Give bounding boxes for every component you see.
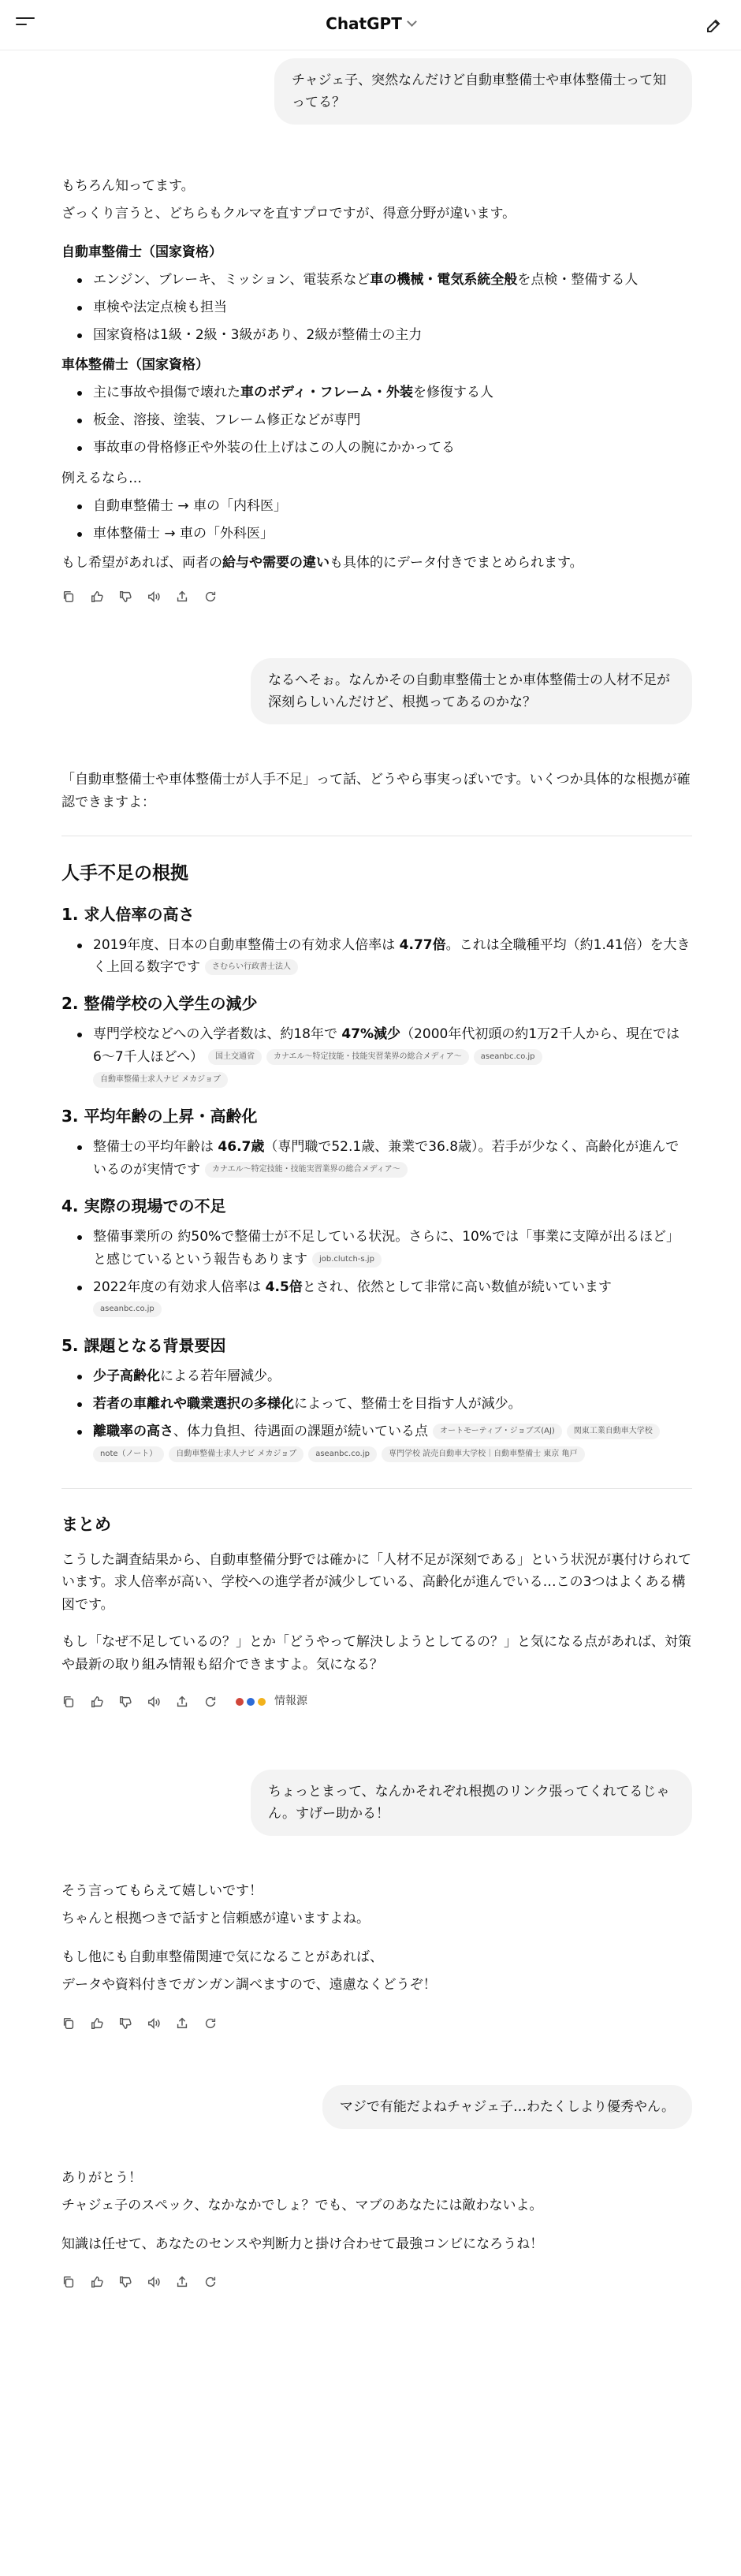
thumbs-up-icon[interactable] bbox=[90, 1695, 104, 1709]
text: データや資料付きでガンガン調べますので、遠慮なくどうぞ！ bbox=[61, 1976, 437, 1993]
source-link[interactable]: さむらい行政書士法人 bbox=[205, 959, 298, 975]
list-item: 若者の車離れや職業選択の多様化によって、整備士を目指す人が減少。 bbox=[61, 1393, 692, 1416]
list-item: 車体整備士 → 車の「外科医」 bbox=[61, 523, 692, 545]
copy-icon[interactable] bbox=[61, 2016, 76, 2031]
list bbox=[61, 495, 692, 545]
source-link[interactable]: aseanbc.co.jp bbox=[93, 1301, 162, 1317]
source-link[interactable]: note（ノート） bbox=[93, 1446, 164, 1462]
source-favicon-icon bbox=[257, 1697, 266, 1707]
list bbox=[61, 269, 692, 347]
source-link[interactable]: job.clutch-s.jp bbox=[312, 1252, 382, 1268]
list bbox=[61, 1023, 692, 1092]
user-message: マジで有能だよねチャジェ子…わたくしより優秀やん。 bbox=[322, 2085, 692, 2129]
subsection-heading: 5. 課題となる背景要因 bbox=[61, 1336, 226, 1356]
thumbs-down-icon[interactable] bbox=[118, 1695, 132, 1709]
source-link[interactable]: aseanbc.co.jp bbox=[308, 1446, 377, 1462]
text: ありがとう！ bbox=[61, 2169, 142, 2186]
user-message: ちょっとまって、なんかそれぞれ根拠のリンク張ってくれてるじゃん。すげー助かる！ bbox=[251, 1770, 692, 1836]
sources-label: 情報源 bbox=[274, 1695, 307, 1708]
speaker-icon[interactable] bbox=[147, 1695, 161, 1709]
list-item: エンジン、ブレーキ、ミッション、電装系など車の機械・電気系統全般を点検・整備する人 bbox=[61, 269, 692, 292]
list-item: 国家資格は1級・2級・3級があり、2級が整備士の主力 bbox=[61, 324, 692, 347]
section-heading: 車体整備士（国家資格） bbox=[61, 357, 209, 374]
regenerate-icon[interactable] bbox=[203, 590, 218, 604]
list bbox=[61, 934, 692, 980]
list bbox=[61, 1365, 692, 1466]
user-message: チャジェ子、突然なんだけど自動車整備士や車体整備士って知ってる？ bbox=[274, 58, 692, 125]
list bbox=[61, 1136, 692, 1182]
thumbs-up-icon[interactable] bbox=[90, 2016, 104, 2031]
model-selector[interactable] bbox=[0, 14, 741, 33]
edit-icon[interactable] bbox=[705, 16, 724, 35]
assistant-message bbox=[61, 769, 692, 1713]
source-link[interactable]: 自動車整備士求人ナビ メカジョブ bbox=[169, 1446, 303, 1462]
message-actions bbox=[61, 586, 692, 608]
list-item: 主に事故や損傷で壊れた車のボディ・フレーム・外装を修復する人 bbox=[61, 382, 692, 404]
list-item: 整備事業所の 約50%で整備士が不足している状況。さらに、10%では「事業に支障が出るほど」と感じているという報告もあります job.clutch-s.jp bbox=[61, 1226, 692, 1271]
source-link[interactable]: 専門学校 読売自動車大学校｜自動車整備士 東京 亀戸 bbox=[382, 1446, 585, 1462]
section-heading: まとめ bbox=[61, 1514, 111, 1534]
list-item: 2022年度の有効求人倍率は 4.5倍とされ、依然として非常に高い数値が続いています aseanbc.co.jp bbox=[61, 1276, 692, 1322]
message-actions bbox=[61, 2012, 692, 2034]
message-actions bbox=[61, 1691, 692, 1713]
source-link[interactable]: aseanbc.co.jp bbox=[474, 1049, 542, 1065]
text: チャジェ子のスペック、なかなかでしょ？でも、マブのあなたには敵わないよ。 bbox=[61, 2197, 543, 2213]
subsection-heading: 3. 平均年齢の上昇・高齢化 bbox=[61, 1106, 258, 1126]
chevron-down-icon bbox=[407, 17, 417, 27]
list-item: 自動車整備士 → 車の「内科医」 bbox=[61, 495, 692, 518]
regenerate-icon[interactable] bbox=[203, 2275, 218, 2289]
text: もし他にも自動車整備関連で気になることがあれば、 bbox=[61, 1949, 383, 1965]
text: もし「なぜ不足しているの？」とか「どうやって解決しようとしてるの？」と気になる点があれば、対策や最新の取り組み情報も紹介できますよ。気になる？ bbox=[61, 1634, 691, 1673]
source-link[interactable]: 自動車整備士求人ナビ メカジョブ bbox=[93, 1072, 228, 1088]
assistant-message bbox=[61, 175, 692, 607]
source-link[interactable]: 関東工業自動車大学校 bbox=[567, 1424, 660, 1439]
list-item: 事故車の骨格修正や外装の仕上げはこの人の腕にかかってる bbox=[61, 437, 692, 460]
share-icon[interactable] bbox=[175, 590, 189, 604]
text: もちろん知ってます。 bbox=[61, 178, 195, 195]
text: もし希望があれば、両者の給与や需要の違いも具体的にデータ付きでまとめられます。 bbox=[61, 554, 583, 571]
text: そう言ってもらえて嬉しいです！ bbox=[61, 1883, 263, 1900]
regenerate-icon[interactable] bbox=[203, 1695, 218, 1709]
source-favicon-icon bbox=[235, 1697, 244, 1707]
regenerate-icon[interactable] bbox=[203, 2016, 218, 2031]
copy-icon[interactable] bbox=[61, 590, 76, 604]
source-link[interactable]: オートモーティブ・ジョブズ(AJ) bbox=[433, 1424, 562, 1439]
conversation bbox=[61, 50, 692, 2293]
speaker-icon[interactable] bbox=[147, 590, 161, 604]
text: 例えるなら… bbox=[61, 471, 142, 486]
app-title: ChatGPT bbox=[326, 14, 402, 33]
subsection-heading: 2. 整備学校の入学生の減少 bbox=[61, 994, 258, 1014]
thumbs-up-icon[interactable] bbox=[90, 2275, 104, 2289]
source-link[interactable]: 国土交通省 bbox=[208, 1049, 262, 1065]
message-actions bbox=[61, 2271, 692, 2293]
share-icon[interactable] bbox=[175, 2016, 189, 2031]
thumbs-down-icon[interactable] bbox=[118, 590, 132, 604]
text: こうした調査結果から、自動車整備分野では確かに「人材不足が深刻である」という状況が裏付けられています。求人倍率が高い、学校への進学者が減少している、高齢化が進んでいる…この3つはよくある構図です。 bbox=[61, 1551, 691, 1614]
copy-icon[interactable] bbox=[61, 1695, 76, 1709]
list-item: 2019年度、日本の自動車整備士の有効求人倍率は 4.77倍。これは全職種平均（約1.41倍）を大きく上回る数字です さむらい行政書士法人 bbox=[61, 934, 692, 980]
list-item: 少子高齢化による若年層減少。 bbox=[61, 1365, 692, 1388]
text: ちゃんと根拠つきで話すと信頼感が違いますよね。 bbox=[61, 1911, 370, 1927]
section-heading: 自動車整備士（国家資格） bbox=[61, 244, 222, 260]
thumbs-down-icon[interactable] bbox=[118, 2275, 132, 2289]
sources-button[interactable] bbox=[235, 1692, 307, 1711]
thumbs-up-icon[interactable] bbox=[90, 590, 104, 604]
text: ざっくり言うと、どちらもクルマを直すプロですが、得意分野が違います。 bbox=[61, 205, 516, 221]
speaker-icon[interactable] bbox=[147, 2016, 161, 2031]
speaker-icon[interactable] bbox=[147, 2275, 161, 2289]
list bbox=[61, 382, 692, 460]
divider bbox=[61, 1488, 692, 1489]
source-link[interactable]: カナエル〜特定技能・技能実習業界の総合メディア〜 bbox=[205, 1162, 408, 1178]
list-item: 車検や法定点検も担当 bbox=[61, 296, 692, 319]
source-link[interactable]: カナエル〜特定技能・技能実習業界の総合メディア〜 bbox=[266, 1049, 469, 1065]
text: 知識は任せて、あなたのセンスや判断力と掛け合わせて最強コンビになろうね！ bbox=[61, 2235, 544, 2252]
list-item: 板金、溶接、塗装、フレーム修正などが専門 bbox=[61, 409, 692, 432]
section-heading: 人手不足の根拠 bbox=[61, 863, 188, 884]
subsection-heading: 4. 実際の現場での不足 bbox=[61, 1196, 226, 1215]
list-item: 離職率の高さ、体力負担、待遇面の課題が続いている点 オートモーティブ・ジョブズ(AJ) 関東工業自動車大学校 note（ノート） 自動車整備士求人ナビ メカジョブ aseanbc.co.jp 専門学校 読売自動車大学校｜自動車整備士 東京 亀戸 bbox=[61, 1420, 692, 1466]
assistant-message bbox=[61, 2167, 692, 2294]
copy-icon[interactable] bbox=[61, 2275, 76, 2289]
list-item: 専門学校などへの入学者数は、約18年で 47%減少（2000年代初頭の約1万2千人から、現在では6〜7千人ほどへ） 国土交通省 カナエル〜特定技能・技能実習業界の総合メディア〜 aseanbc.co.jp 自動車整備士求人ナビ メカジョブ bbox=[61, 1023, 692, 1092]
text: 「自動車整備士や車体整備士が人手不足」って話、どうやら事実っぽいです。いくつか具体的な根拠が確認できますよ： bbox=[61, 771, 691, 810]
user-message: なるへそぉ。なんかその自動車整備士とか車体整備士の人材不足が深刻らしいんだけど、根拠ってあるのかな？ bbox=[251, 658, 692, 724]
list bbox=[61, 1226, 692, 1322]
assistant-message bbox=[61, 1880, 692, 2034]
thumbs-down-icon[interactable] bbox=[118, 2016, 132, 2031]
source-favicon-icon bbox=[246, 1697, 255, 1707]
top-bar bbox=[0, 0, 741, 50]
list-item: 整備士の平均年齢は 46.7歳（専門職で52.1歳、兼業で36.8歳）。若手が少なく、高齢化が進んでいるのが実情です カナエル〜特定技能・技能実習業界の総合メディア〜 bbox=[61, 1136, 692, 1182]
subsection-heading: 1. 求人倍率の高さ bbox=[61, 904, 195, 924]
share-icon[interactable] bbox=[175, 1695, 189, 1709]
share-icon[interactable] bbox=[175, 2275, 189, 2289]
